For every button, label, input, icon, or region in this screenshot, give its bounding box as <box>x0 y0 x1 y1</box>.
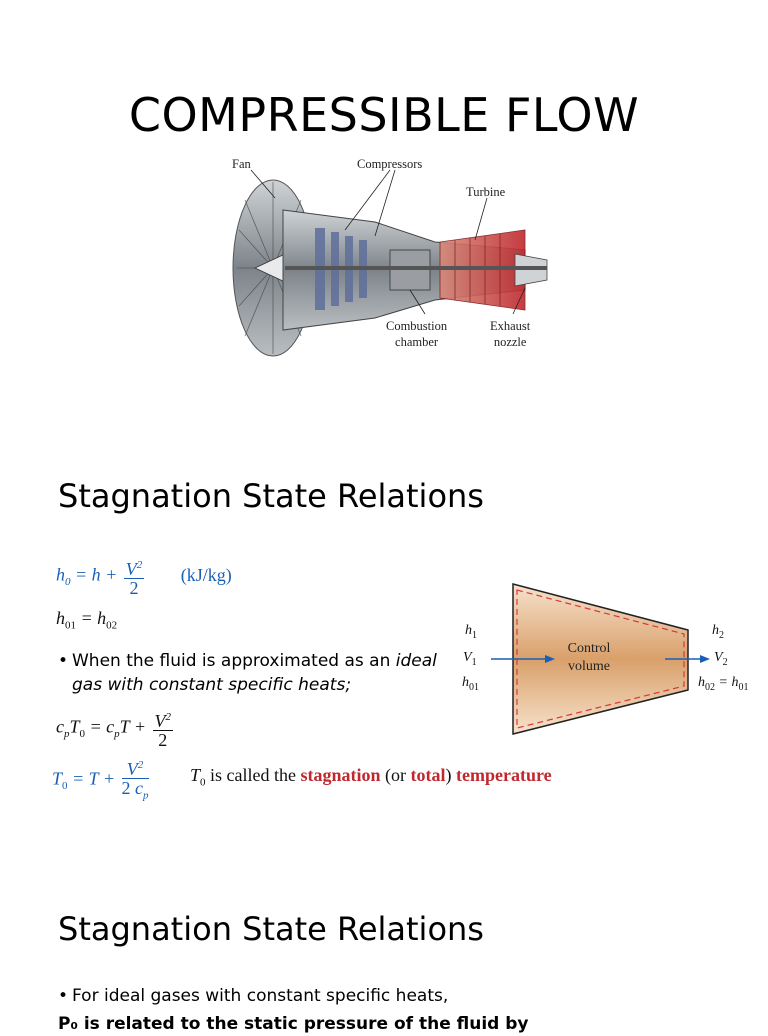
section-title-2: Stagnation State Relations <box>58 910 484 948</box>
equation-cp-relation: $c_pT_0 = c_pT$ + $\frac{V^2}{2}$ <box>56 708 175 749</box>
label-h1: $h_1$ <box>465 623 477 641</box>
section-title-1: Stagnation State Relations <box>58 477 484 515</box>
label-h01: $h_{01}$ <box>462 675 479 693</box>
units-label: (kJ/kg) <box>180 564 232 585</box>
partial-line: P₀ is related to the static pressure of the fluid by <box>58 1014 529 1034</box>
bullet-ideal-gas: • When the fluid is approximated as an ideal gas with constant specific heats; <box>58 651 437 695</box>
control-volume-label: Control volume <box>567 641 611 674</box>
equation-stagnation-temperature: $T_0 = T$ + $\frac{V^2}{2 c_p}$ <box>52 756 151 805</box>
slide-title: COMPRESSIBLE FLOW <box>128 88 640 142</box>
label-v1: $V_1$ <box>463 650 477 668</box>
equation-stagnation-enthalpy: $h_0 = h$ + $\frac{V^2}{2}$ (kJ/kg) <box>56 556 232 597</box>
bullet-ideal-gases: • For ideal gases with constant specific heats, <box>58 986 449 1006</box>
label-fan: Fan <box>232 157 251 171</box>
equation-h01-h02: $h_{01} = h_{02}$ <box>56 608 118 632</box>
slide-compressible-flow <box>0 0 768 430</box>
label-h02-equals-h01: $h_{02} = h_{01}$ <box>698 675 749 693</box>
label-v2: $V_2$ <box>714 650 728 668</box>
label-exhaust-nozzle: Exhaust nozzle <box>490 319 531 349</box>
label-h2: $h_2$ <box>712 623 724 641</box>
label-compressors: Compressors <box>357 157 423 171</box>
stagnation-temperature-definition: $T_0$ is called the stagnation (or total) temperature <box>190 765 552 789</box>
label-turbine: Turbine <box>466 185 506 199</box>
label-combustion-chamber: Combustion chamber <box>386 319 448 349</box>
